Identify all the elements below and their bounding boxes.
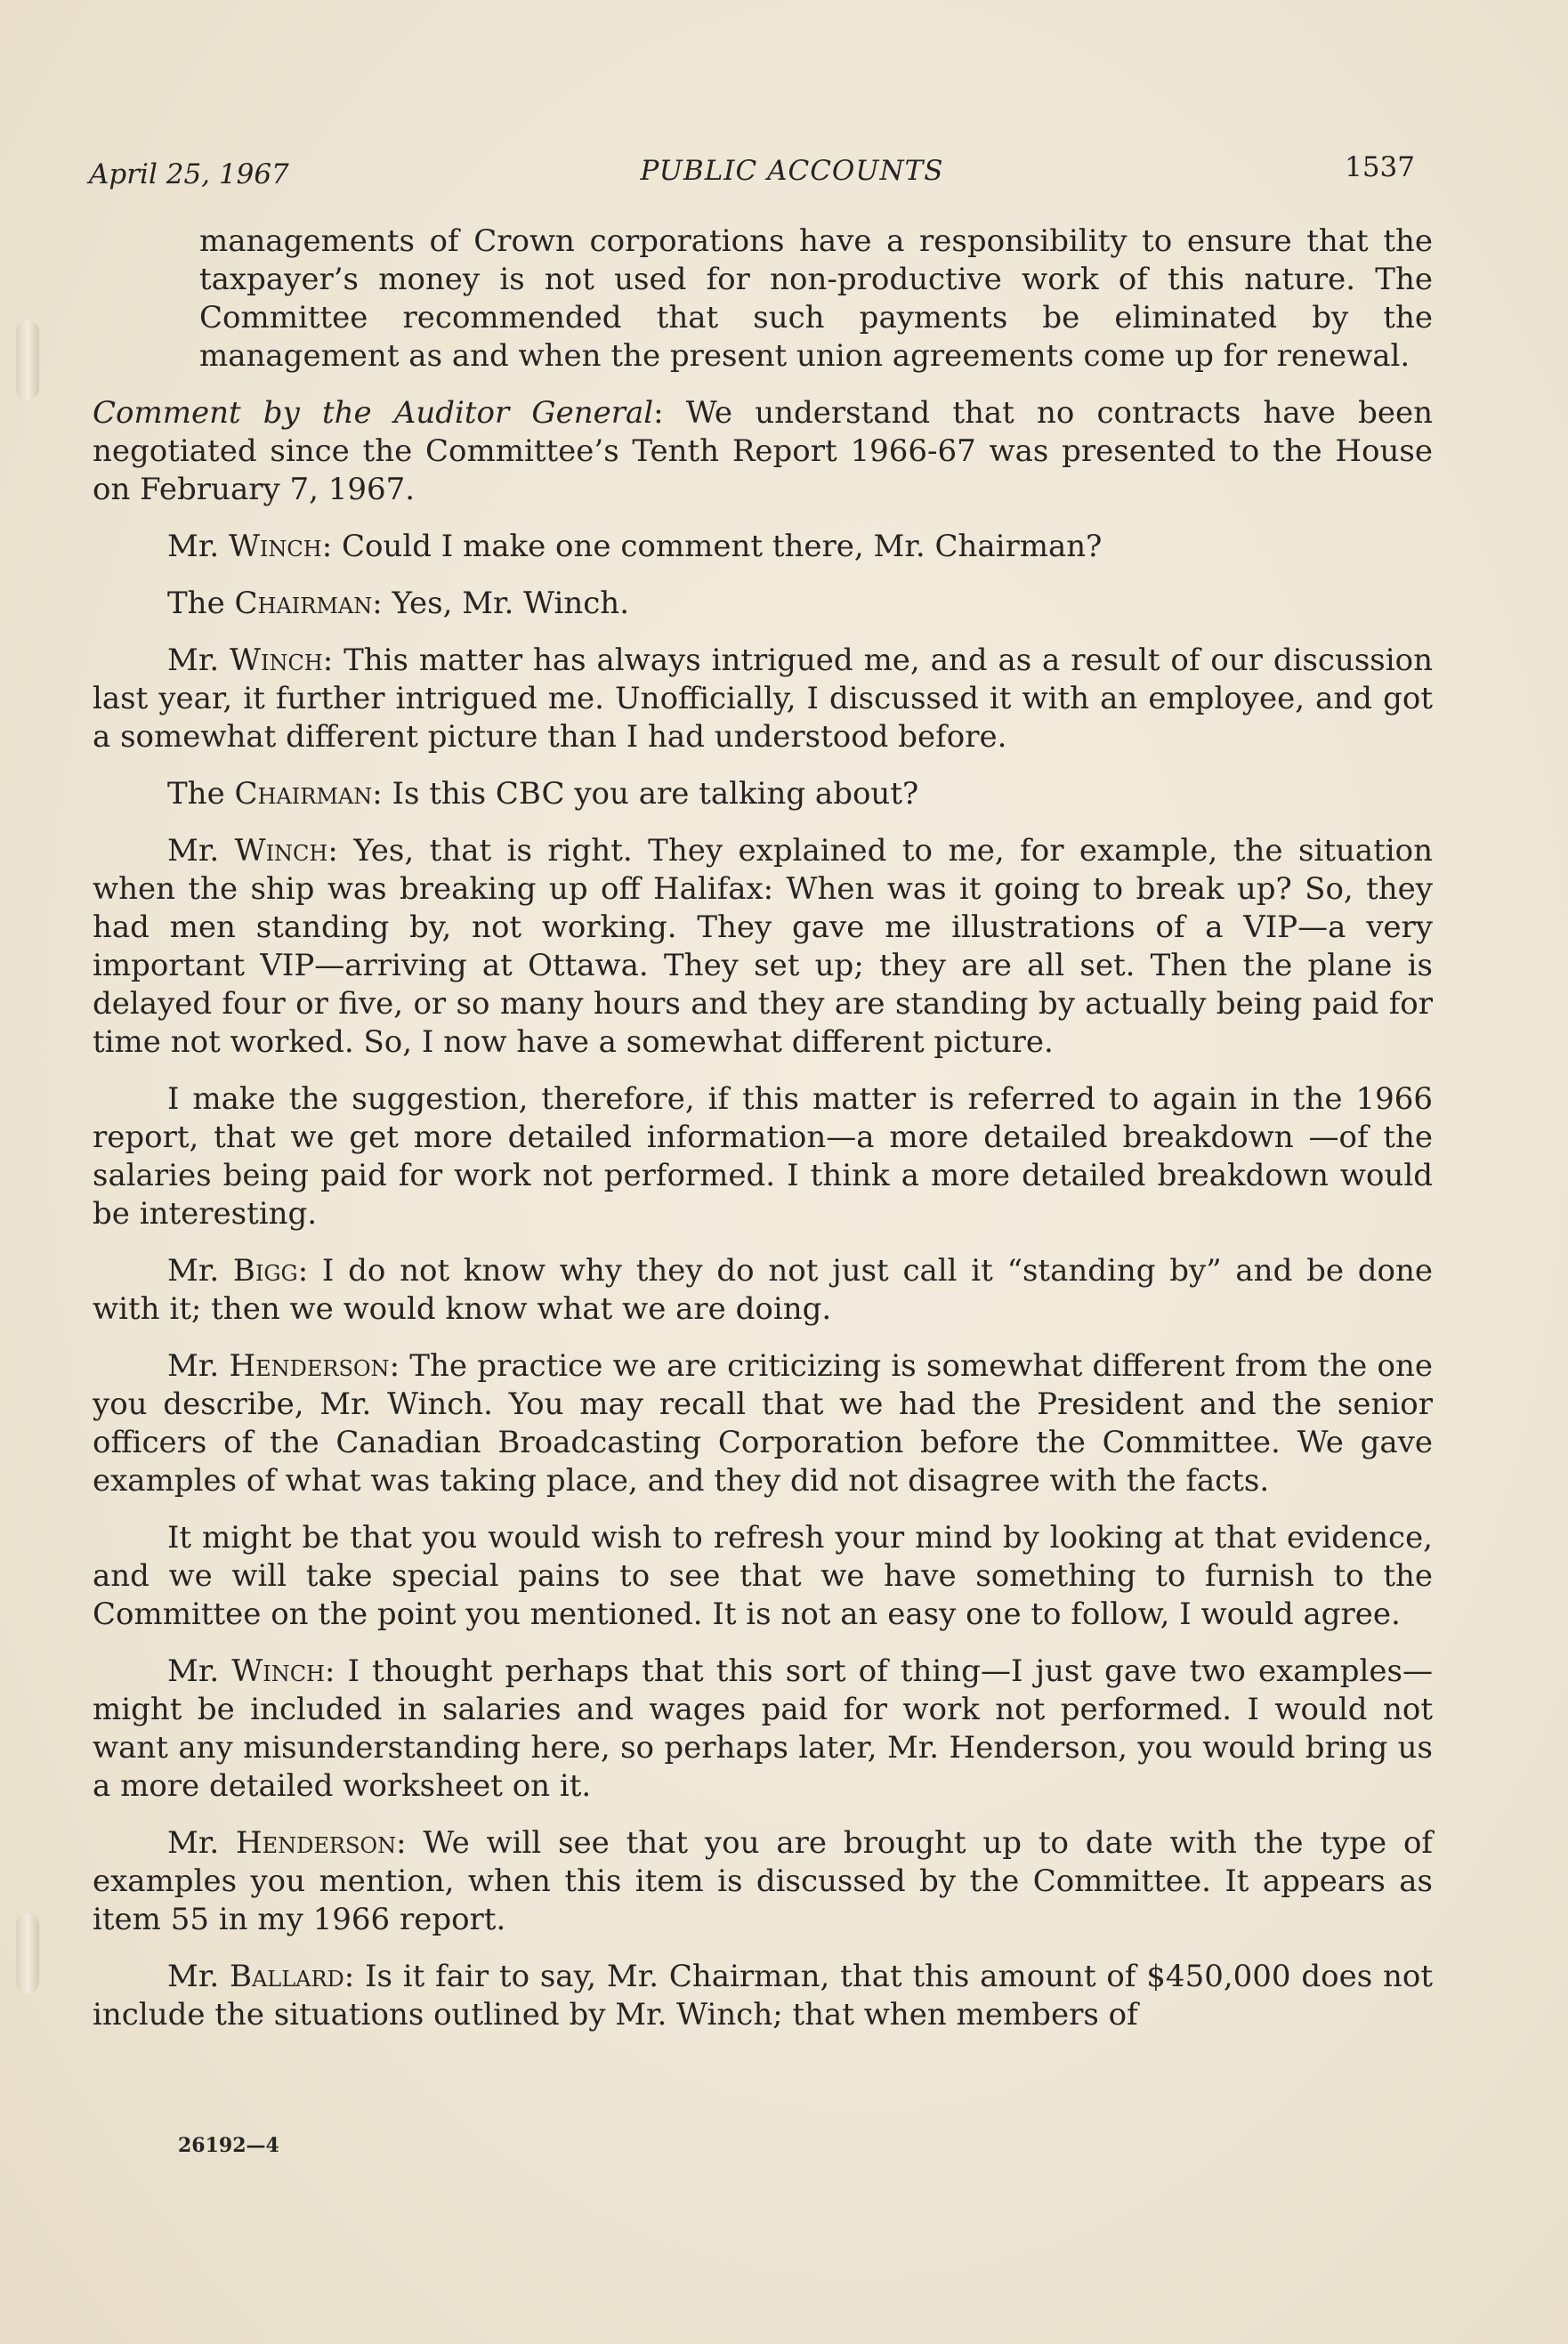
speaker-prefix: Mr. (167, 1825, 236, 1861)
speech-paragraph (93, 1958, 1433, 2034)
speech-paragraph (93, 528, 1433, 566)
speaker-name: Bigg (232, 1253, 298, 1289)
binding-mark-top (16, 320, 39, 400)
speech-paragraph (93, 1347, 1433, 1500)
header-title: PUBLIC ACCOUNTS (640, 155, 944, 187)
quoted-recommendation (199, 222, 1433, 376)
page-body (93, 222, 1433, 2053)
speech-paragraph (93, 1824, 1433, 1939)
speaker-name: Winch (231, 1653, 325, 1689)
paragraph-text: : Is it fair to say, Mr. Chairman, that this amount of $450,000 does not include the situations outlined by Mr. Winch; that when members of (93, 1959, 1433, 2033)
speech-paragraph (93, 832, 1433, 1062)
auditor-general-comment (93, 394, 1433, 509)
speaker-prefix: The (167, 776, 235, 812)
paragraph-text: I make the suggestion, therefore, if this matter is referred to again in the 1966 report, that we get more detailed information—a more detailed breakdown —of the salaries being paid for work not performed. I think a more detailed breakdown would be interesting. (93, 1081, 1433, 1232)
speech-paragraph (93, 1653, 1433, 1806)
paragraph-text: : The practice we are criticizing is somewhat different from the one you describe, Mr. Winch. You may recall that we had the President and the senior officers of the Canadian Broadcasting Corporation before the Committee. We gave examples of what was taking place, and they did not disagree with the facts. (93, 1348, 1433, 1499)
paragraph-text: : I thought perhaps that this sort of thing—I just gave two examples—might be included in salaries and wages paid for work not performed. I would not want any misunderstanding here, so perhaps later, Mr. Henderson, you would bring us a more detailed worksheet on it. (93, 1653, 1433, 1804)
speech-paragraph (93, 775, 1433, 813)
speaker-prefix: Mr. (167, 529, 229, 564)
speaker-prefix: Mr. (167, 1959, 230, 1994)
speaker-name: Winch (234, 833, 328, 869)
speaker-name: Winch (230, 643, 323, 678)
speaker-name: Henderson (229, 1348, 390, 1384)
paragraph-text: : Is this CBC you are talking about? (372, 776, 919, 812)
speaker-prefix: Mr. (167, 833, 235, 869)
speaker-prefix: Mr. (167, 1653, 232, 1689)
binding-mark-bottom (16, 1913, 39, 1993)
running-header (89, 151, 1424, 196)
speech-paragraph (93, 642, 1433, 756)
continuation-paragraph (93, 1080, 1433, 1233)
signature-mark: 26192—4 (178, 2134, 279, 2157)
paragraph-text: : We understand that no contracts have been negotiated since the Committee’s Tenth Report 1966-67 was presented to the House on February 7, 1967. (93, 395, 1433, 507)
paragraph-text: : I do not know why they do not just call it “standing by” and be done with it; then we would know what we are doing. (93, 1253, 1433, 1327)
paragraph-text: It might be that you would wish to refresh your mind by looking at that evidence, and we will take special pains to see that we have something to furnish to the Committee on the point you mentioned. It is not an easy one to follow, I would agree. (93, 1520, 1433, 1632)
paragraph-text: : Yes, that is right. They explained to me, for example, the situation when the ship was breaking up off Halifax: When was it going to break up? So, they had men standing by, not working. They gave me illustrations of a VIP—a very important VIP—arriving at Ottawa. They set up; they are all set. Then the plane is delayed four or five, or so many hours and they are standing by actually being paid for time not worked. So, I now have a somewhat different picture. (93, 833, 1433, 1060)
paragraph-text: : Could I make one comment there, Mr. Chairman? (321, 529, 1103, 564)
page-number: 1537 (1345, 151, 1415, 183)
continuation-paragraph (93, 1519, 1433, 1634)
speaker-prefix: Mr. (167, 1348, 230, 1384)
speaker-prefix: Mr. (167, 643, 230, 678)
speech-paragraph (93, 1252, 1433, 1329)
header-date: April 25, 1967 (89, 158, 289, 190)
speaker-prefix: Mr. (167, 1253, 233, 1289)
speaker-name: Chairman (234, 776, 373, 812)
speaker-name: Henderson (235, 1825, 397, 1861)
paragraph-text: managements of Crown corporations have a responsibility to ensure that the taxpayer’s money is not used for non-productive work of this nature. The Committee recommended that such payments be eliminated by the management as and when the present union agreements come up for renewal. (199, 223, 1433, 374)
speaker-name: Winch (228, 529, 322, 564)
speaker-label: Comment by the Auditor General (93, 395, 654, 431)
speaker-prefix: The (167, 586, 235, 621)
paragraph-text: : We will see that you are brought up to date with the type of examples you mention, when this item is discussed by the Committee. It appears as item 55 in my 1966 report. (93, 1825, 1433, 1937)
speaker-name: Ballard (229, 1959, 344, 1994)
paragraph-text: : Yes, Mr. Winch. (372, 586, 630, 621)
speaker-name: Chairman (234, 586, 373, 621)
paragraph-text: : This matter has always intrigued me, and as a result of our discussion last year, it further intrigued me. Unofficially, I discussed it with an employee, and got a somewhat different picture than I had understood before. (93, 643, 1433, 755)
speech-paragraph (93, 585, 1433, 623)
